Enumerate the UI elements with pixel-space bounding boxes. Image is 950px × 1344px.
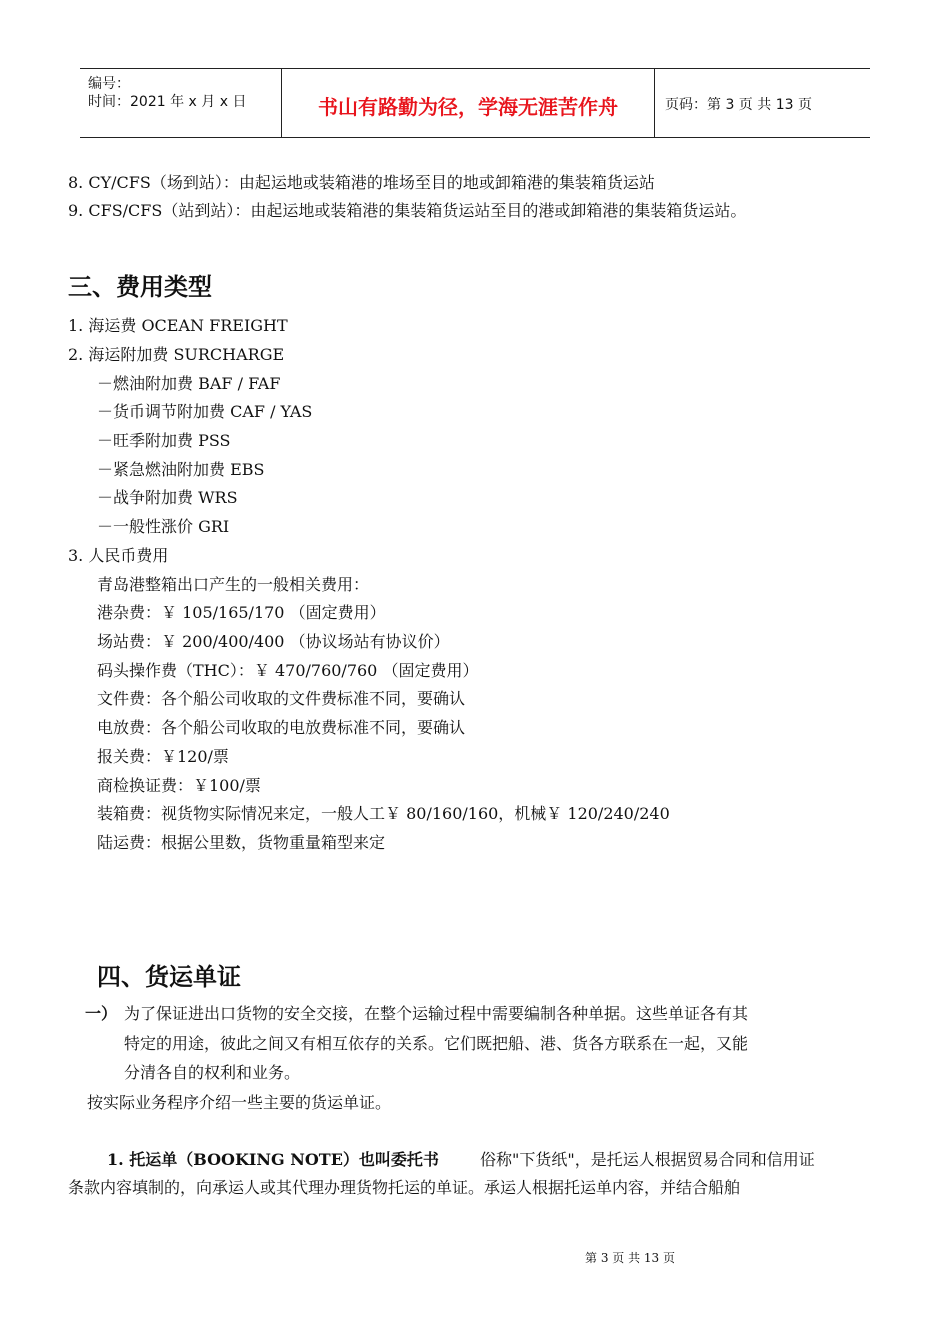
list-item: 报关费：￥120/票 — [97, 747, 229, 766]
number-label: 编号： — [88, 76, 130, 92]
paragraph-line: 按实际业务程序介绍一些主要的货运单证。 — [87, 1093, 392, 1112]
list-item: －燃油附加费 BAF / FAF — [97, 374, 281, 393]
paragraph-marker: 一） — [85, 1004, 118, 1023]
list-item: 场站费：￥ 200/400/400 （协议场站有协议价） — [97, 632, 450, 651]
paragraph-line: 条款内容填制的，向承运人或其代理办理货物托运的单证。承运人根据托运单内容，并结合船舶 — [68, 1178, 741, 1197]
list-item: －一般性涨价 GRI — [97, 517, 230, 536]
paragraph-line: 特定的用途，彼此之间又有相互依存的关系。它们既把船、港、货各方联系在一起，又能 — [124, 1034, 749, 1053]
section-title: 四、货运单证 — [97, 963, 241, 991]
list-item: 2. 海运附加费 SURCHARGE — [68, 345, 285, 364]
page-header — [80, 68, 870, 138]
list-item: 商检换证费：￥100/票 — [97, 776, 261, 795]
list-item: －战争附加费 WRS — [97, 488, 238, 507]
list-item: 电放费：各个船公司收取的电放费标准不同，要确认 — [97, 718, 466, 737]
paragraph-line: 为了保证进出口货物的安全交接，在整个运输过程中需要编制各种单据。这些单证各有其 — [124, 1004, 749, 1023]
list-item: －紧急燃油附加费 EBS — [97, 460, 265, 479]
list-item: 青岛港整箱出口产生的一般相关费用： — [97, 575, 370, 594]
list-item: 装箱费：视货物实际情况来定，一般人工￥ 80/160/160，机械￥ 120/240/240 — [97, 804, 670, 823]
date-label: 时间：2021 年 x 月 x 日 — [88, 94, 247, 110]
page-footer — [0, 1249, 950, 1266]
header-motto-cell — [281, 69, 655, 137]
page-label: 页码：第 3 页 共 13 页 — [665, 97, 812, 113]
item-title: 1. 托运单（BOOKING NOTE）也叫委托书 — [107, 1150, 439, 1169]
list-item: 文件费：各个船公司收取的文件费标准不同，要确认 — [97, 689, 466, 708]
list-item: －货币调节附加费 CAF / YAS — [97, 402, 313, 421]
list-item: 9. CFS/CFS（站到站）：由起运地或装箱港的集装箱货运站至目的港或卸箱港的集装箱货运站。 — [68, 201, 747, 220]
list-item: 8. CY/CFS（场到站）：由起运地或装箱港的堆场至目的地或卸箱港的集装箱货运站 — [68, 173, 655, 192]
header-meta-cell — [80, 69, 280, 137]
list-item: 陆运费：根据公里数，货物重量箱型来定 — [97, 833, 386, 852]
header-page-cell — [655, 69, 870, 137]
list-item: 3. 人民币费用 — [68, 546, 169, 565]
list-item: 1. 海运费 OCEAN FREIGHT — [68, 316, 288, 335]
motto: 书山有路勤为径，学海无涯苦作舟 — [318, 95, 618, 119]
footer-page-number: 第 3 页 共 13 页 — [585, 1251, 675, 1265]
paragraph-line: 分清各自的权利和业务。 — [124, 1063, 301, 1082]
paragraph-line: 俗称"下货纸"，是托运人根据贸易合同和信用证 — [480, 1150, 815, 1169]
list-item: 港杂费：￥ 105/165/170 （固定费用） — [97, 603, 386, 622]
section-title: 三、费用类型 — [68, 273, 212, 301]
list-item: 码头操作费（THC）：￥ 470/760/760 （固定费用） — [97, 661, 479, 680]
list-item: －旺季附加费 PSS — [97, 431, 231, 450]
